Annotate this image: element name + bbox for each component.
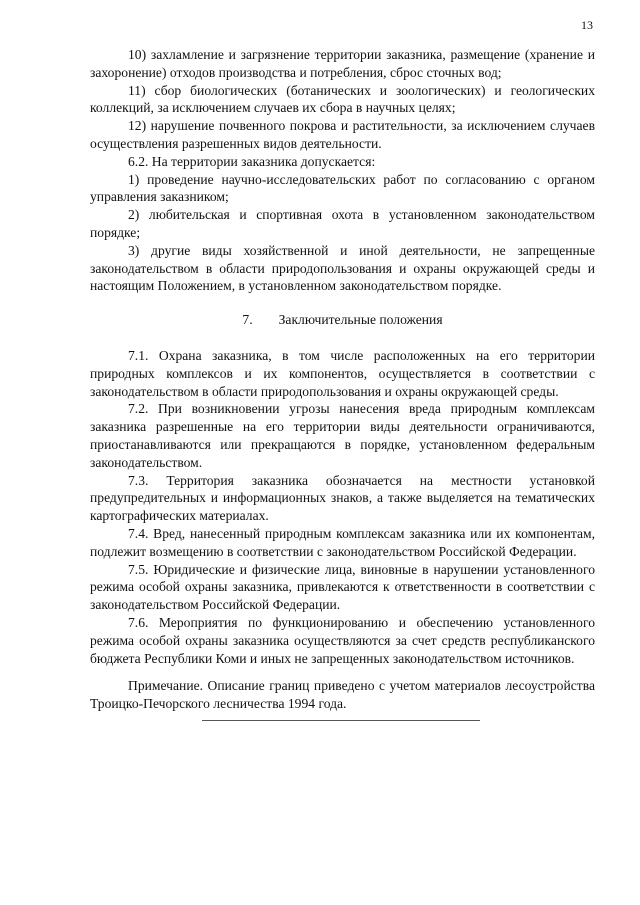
document-body — [90, 46, 595, 721]
note-paragraph: Примечание. Описание границ приведено с учетом материалов лесоустройства Троицко-Печорского лесничества 1994 года. — [90, 678, 595, 712]
paragraph-7-4: 7.4. Вред, нанесенный природным комплексам заказника или их компонентам, подлежит возмещению в соответствии с законодательством Российской Федерации. — [90, 525, 595, 559]
section-number: 7. — [242, 312, 253, 328]
page-number: 13 — [581, 18, 593, 32]
paragraph-7-3: 7.3. Территория заказника обозначается на местности установкой предупредительных и информационных знаков, а также выделяется на тематических картографических материалах. — [90, 472, 595, 524]
paragraph-7-6: 7.6. Мероприятия по функционированию и обеспечению установленного режима особой охраны заказника осуществляются за счет средств республиканского бюджета Республики Коми и иных не запрещенных законодательством источников. — [90, 614, 595, 666]
paragraph-6-2-2: 2) любительская и спортивная охота в установленном законодательством порядке; — [90, 207, 595, 240]
paragraph-6-2: 6.2. На территории заказника допускается: — [128, 153, 376, 169]
paragraph-7-2: 7.2. При возникновении угрозы нанесения вреда природным комплексам заказника разрешенные на его территории виды деятельности ограничиваются, приостанавливаются или прекращаются в порядке, установленном федеральным законодательством. — [90, 401, 595, 470]
paragraph-11: 11) сбор биологических (ботанических и зоологических) и геологических коллекций, за исключением случаев их сбора в научных целях; — [90, 82, 595, 116]
section-heading — [90, 295, 595, 347]
paragraph-6-2-1: 1) проведение научно-исследовательских работ по согласованию с органом управления заказником; — [90, 171, 595, 205]
paragraph-10: 10) захламление и загрязнение территории заказника, размещение (хранение и захоронение) отходов производства и потребления, сброс сточных вод; — [90, 47, 595, 80]
paragraph-7-1: 7.1. Охрана заказника, в том числе расположенных на его территории природных комплексов и их компонентов, осуществляется в соответствии с законодательством в области природопользования и охраны окружающей среды. — [90, 347, 595, 399]
paragraph-7-5: 7.5. Юридические и физические лица, виновные в нарушении установленного режима особой охраны заказника, привлекаются к ответственности в соответствии с законодательством Российской Федерации. — [90, 561, 595, 613]
paragraph-12: 12) нарушение почвенного покрова и растительности, за исключением случаев осуществления разрешенных видов деятельности. — [90, 118, 595, 151]
section-title-text: Заключительные положения — [278, 312, 443, 328]
end-rule-divider — [202, 720, 480, 721]
paragraph-6-2-3: 3) другие виды хозяйственной и иной деятельности, не запрещенные законодательством в области природопользования и охраны окружающей среды и настоящим Положением, в установленном законодательством порядке. — [90, 242, 595, 294]
